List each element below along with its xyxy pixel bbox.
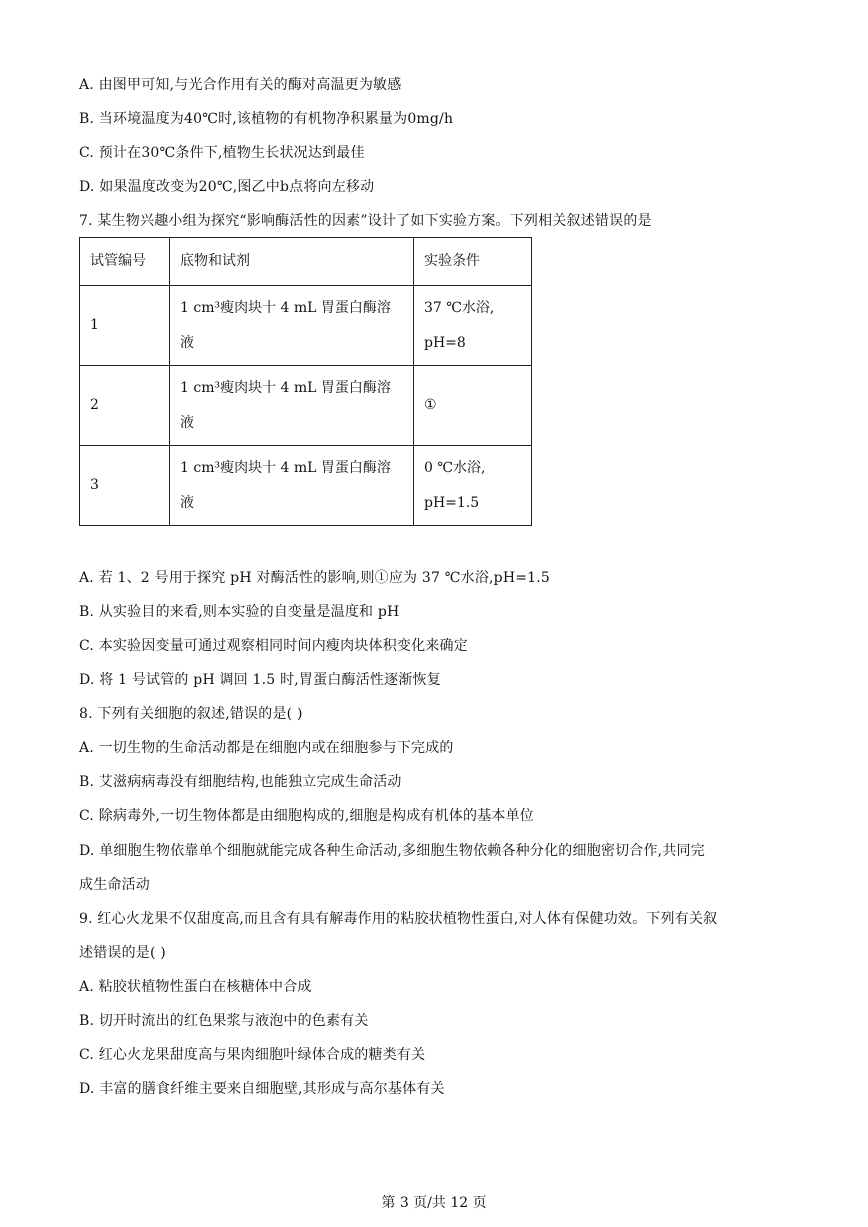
header-reagent: 底物和试剂 bbox=[170, 238, 414, 286]
reagent-line: 液 bbox=[180, 494, 194, 511]
reagent-line: 液 bbox=[180, 334, 194, 351]
q8-option-c: C. 除病毒外,一切生物体都是由细胞构成的,细胞是构成有机体的基本单位 bbox=[79, 808, 535, 824]
condition-cell bbox=[414, 446, 532, 526]
condition-line: pH=8 bbox=[424, 334, 466, 351]
reagent-line: 1 cm³瘦肉块十 4 mL 胃蛋白酶溶 bbox=[180, 459, 391, 476]
tube-id: 1 bbox=[80, 286, 170, 366]
condition-line: 37 ℃水浴, bbox=[424, 299, 495, 316]
condition-line: 0 ℃水浴, bbox=[424, 459, 486, 476]
q7-option-d: D. 将 1 号试管的 pH 调回 1.5 时,胃蛋白酶活性逐渐恢复 bbox=[79, 672, 441, 688]
q6-option-c: C. 预计在30℃条件下,植物生长状况达到最佳 bbox=[79, 145, 365, 161]
q7-option-b: B. 从实验目的来看,则本实验的自变量是温度和 pH bbox=[79, 604, 400, 620]
reagent-cell bbox=[170, 366, 414, 446]
table-row bbox=[80, 446, 532, 526]
q9-stem: 9. 红心火龙果不仅甜度高,而且含有具有解毒作用的粘胶状植物性蛋白,对人体有保健功效。下列有关叙 bbox=[79, 911, 718, 927]
header-condition: 实验条件 bbox=[414, 238, 532, 286]
reagent-line: 1 cm³瘦肉块十 4 mL 胃蛋白酶溶 bbox=[180, 299, 391, 316]
condition-cell bbox=[414, 366, 532, 446]
q6-option-b: B. 当环境温度为40℃时,该植物的有机物净积累量为0mg/h bbox=[79, 111, 454, 127]
q9-option-d: D. 丰富的膳食纤维主要来自细胞壁,其形成与高尔基体有关 bbox=[79, 1081, 445, 1097]
table-row bbox=[80, 366, 532, 446]
q9-stem-continued: 述错误的是( ) bbox=[79, 945, 166, 961]
q8-option-b: B. 艾滋病病毒没有细胞结构,也能独立完成生命活动 bbox=[79, 774, 402, 790]
page-number: 第 3 页/共 12 页 bbox=[381, 1195, 487, 1211]
q8-option-a: A. 一切生物的生命活动都是在细胞内或在细胞参与下完成的 bbox=[79, 740, 454, 756]
q6-option-a: A. 由图甲可知,与光合作用有关的酶对高温更为敏感 bbox=[79, 77, 402, 93]
condition-line: ① bbox=[424, 397, 437, 413]
header-tube-id: 试管编号 bbox=[80, 238, 170, 286]
q9-option-a: A. 粘胶状植物性蛋白在核糖体中合成 bbox=[79, 979, 312, 995]
q9-option-b: B. 切开时流出的红色果浆与液泡中的色素有关 bbox=[79, 1013, 369, 1029]
q8-option-d: D. 单细胞生物依靠单个细胞就能完成各种生命活动,多细胞生物依赖各种分化的细胞密切合作,共同完 bbox=[79, 843, 705, 859]
reagent-line: 液 bbox=[180, 414, 194, 431]
q7-option-a: A. 若 1、2 号用于探究 pH 对酶活性的影响,则①应为 37 ℃水浴,pH=1.5 bbox=[79, 570, 551, 586]
reagent-cell bbox=[170, 446, 414, 526]
q9-option-c: C. 红心火龙果甜度高与果肉细胞叶绿体合成的糖类有关 bbox=[79, 1047, 426, 1063]
table-row bbox=[80, 286, 532, 366]
condition-cell bbox=[414, 286, 532, 366]
tube-id: 2 bbox=[80, 366, 170, 446]
condition-line: pH=1.5 bbox=[424, 494, 480, 511]
q7-stem: 7. 某生物兴趣小组为探究“影响酶活性的因素”设计了如下实验方案。下列相关叙述错误的是 bbox=[79, 213, 652, 229]
reagent-line: 1 cm³瘦肉块十 4 mL 胃蛋白酶溶 bbox=[180, 379, 391, 396]
q7-option-c: C. 本实验因变量可通过观察相同时间内瘦肉块体积变化来确定 bbox=[79, 638, 468, 654]
reagent-cell bbox=[170, 286, 414, 366]
table-header-row bbox=[80, 238, 532, 286]
experiment-table bbox=[79, 237, 532, 526]
q8-stem: 8. 下列有关细胞的叙述,错误的是( ) bbox=[79, 706, 303, 722]
tube-id: 3 bbox=[80, 446, 170, 526]
q8-option-d-continued: 成生命活动 bbox=[79, 877, 150, 893]
q6-option-d: D. 如果温度改变为20℃,图乙中b点将向左移动 bbox=[79, 179, 375, 195]
